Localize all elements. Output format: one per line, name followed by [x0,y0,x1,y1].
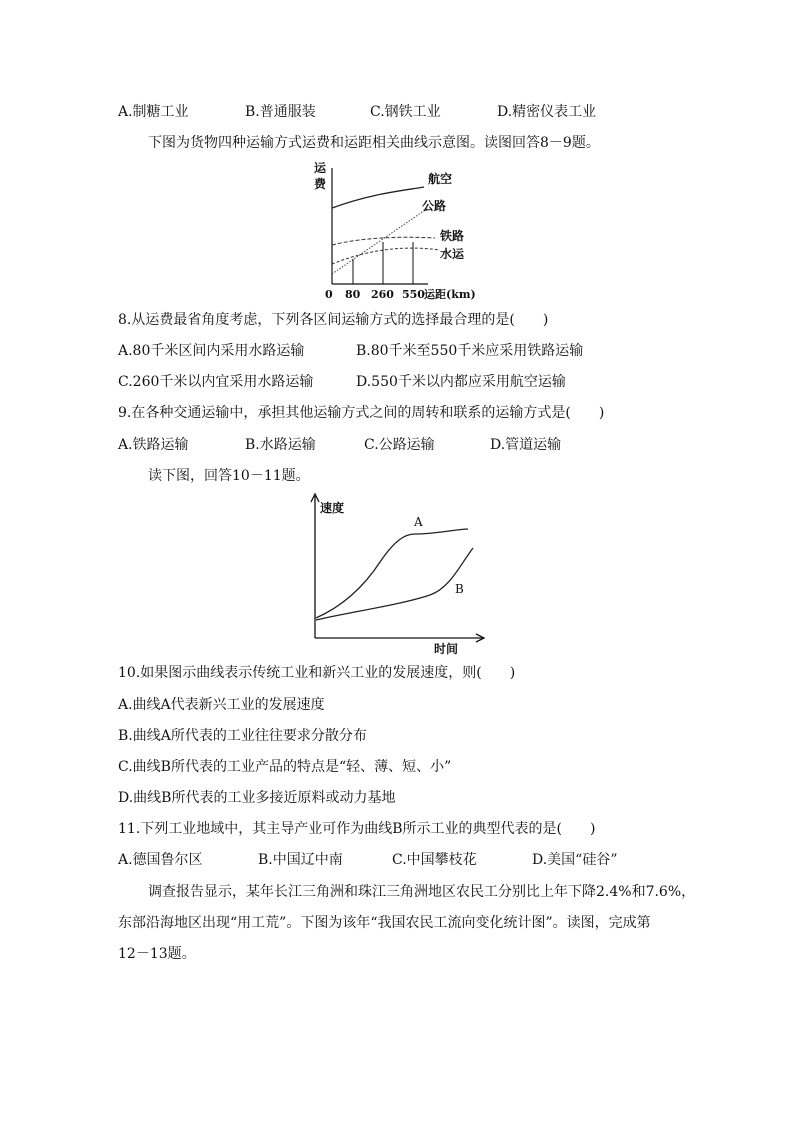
fig1-ylabel-1: 运 [314,161,327,175]
q9-stem: 9.在各种交通运输中，承担其他运输方式之间的周转和联系的运输方式是( ) [118,405,605,421]
intro-12-13-line3: 12－13题。 [118,946,196,962]
q10-stem: 10.如果图示曲线表示传统工业和新兴工业的发展速度，则( ) [118,665,516,681]
q8-stem: 8.从运费最省角度考虑，下列各区间运输方式的选择最合理的是( ) [118,312,549,328]
q9-option-d: D.管道运输 [490,437,562,453]
fig1-tick-550: 550 [402,288,425,301]
q9-option-a: A.铁路运输 [118,437,189,453]
intro-10-11: 读下图，回答10－11题。 [148,468,310,484]
fig1-curve-aviation [332,187,424,208]
q10-option-b: B.曲线A所代表的工业往往要求分散分布 [118,728,367,744]
q10-option-c: C.曲线B所代表的工业产品的特点是“轻、薄、短、小” [118,759,452,775]
intro-12-13-line1: 调查报告显示，某年长江三角洲和珠江三角洲地区农民工分别比上年下降2.4%和7.6%， [148,884,696,900]
q10-option-a: A.曲线A代表新兴工业的发展速度 [118,697,325,713]
fig1-tick-0: 0 [325,288,333,301]
fig1-label-aviation: 航空 [428,172,453,186]
fig2-ylabel: 速度 [320,501,345,515]
q8-option-d: D.550千米以内都应采用航空运输 [356,374,566,390]
q8-option-a: A.80千米区间内采用水路运输 [118,343,305,359]
q7-option-b: B.普通服装 [245,104,316,120]
q10-option-d: D.曲线B所代表的工业多接近原料或动力基地 [118,790,396,806]
freight-cost-figure [300,158,500,303]
fig1-curve-highway [332,208,428,274]
q8-option-b: B.80千米至550千米应采用铁路运输 [356,343,584,359]
q9-option-b: B.水路运输 [245,437,316,453]
fig1-tick-80: 80 [345,288,361,301]
fig2-label-a: A [414,515,423,529]
q11-option-c: C.中国攀枝花 [392,852,477,868]
fig2-curve-b [316,548,473,620]
intro-8-9: 下图为货物四种运输方式运费和运距相关曲线示意图。读图回答8－9题。 [148,135,600,151]
fig1-label-railway: 铁路 [440,229,465,243]
speed-time-figure [300,490,490,660]
fig1-tick-260: 260 [371,288,394,301]
q7-option-d: D.精密仪表工业 [497,104,597,120]
intro-12-13-line2: 东部沿海地区出现“用工荒”。下图为该年“我国农民工流向变化统计图”。读图，完成第 [118,915,651,931]
fig1-curve-water [332,248,440,264]
q9-option-c: C.公路运输 [364,437,435,453]
q11-option-d: D.美国“硅谷” [532,852,618,868]
q11-option-b: B.中国辽中南 [258,852,343,868]
q11-option-a: A.德国鲁尔区 [118,852,203,868]
q8-option-c: C.260千米以内宜采用水路运输 [118,374,314,390]
q7-option-a: A.制糖工业 [118,104,189,120]
fig2-label-b: B [455,582,464,596]
fig1-ylabel-2: 费 [314,177,327,191]
fig1-xlabel: 运距(km) [424,288,476,301]
fig2-xlabel: 时间 [434,642,459,656]
fig1-label-highway: 公路 [422,199,447,213]
q7-option-c: C.钢铁工业 [370,104,441,120]
q11-stem: 11.下列工业地域中，其主导产业可作为曲线B所示工业的典型代表的是( ) [118,821,596,837]
fig1-label-water: 水运 [440,247,465,261]
